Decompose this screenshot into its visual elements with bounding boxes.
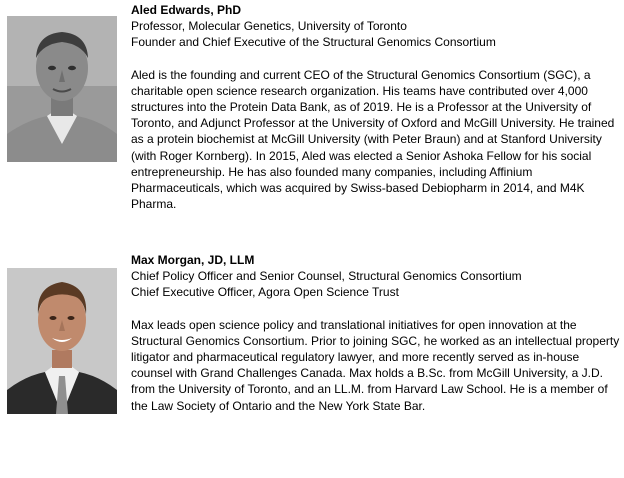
person-title-line: Chief Policy Officer and Senior Counsel, Structural Genomics Consortium: [131, 269, 522, 284]
bio-text-block: [131, 252, 621, 414]
portrait-photo-max: [7, 268, 117, 414]
bio-paragraph: Max leads open science policy and translational initiatives for open innovation at the Structural Genomics Consortium. Prior to joining SGC, he worked as an intellectual property litigator and pharmaceutical regulatory lawyer, and more recently served as in-house counsel with Grand Challenges Canada. Max holds a B.Sc. from McGill University, a J.D. from the University of Toronto, and an LL.M. from Harvard Law School. He is a member of the Law Society of Ontario and the New York State Bar.: [131, 317, 620, 413]
person-name: Aled Edwards, PhD: [131, 3, 242, 17]
portrait-photo-aled: [7, 16, 117, 162]
bio-text-block: [131, 2, 621, 212]
person-title-line: Professor, Molecular Genetics, University of Toronto: [131, 19, 407, 34]
person-title-line: Founder and Chief Executive of the Structural Genomics Consortium: [131, 35, 496, 50]
bio-paragraph: Aled is the founding and current CEO of the Structural Genomics Consortium (SGC), a charitable open science research organization. His teams have contributed over 4,000 structures into the Protein Data Bank, as of 2019. He is a Professor at the University of Toronto, and Adjunct Professor at the University of Oxford and McGill University. He trained as a protein biochemist at McGill University (with Peter Braun) and at Stanford University (with Roger Kornberg). In 2015, Aled was elected a Senior Ashoka Fellow for his social entrepreneurship. He has also founded many companies, including Affinium Pharmaceuticals, which was acquired by Swiss-based Debiopharm in 2014, and M4K Pharma.: [131, 67, 615, 212]
person-title-line: Chief Executive Officer, Agora Open Science Trust: [131, 285, 399, 300]
person-name: Max Morgan, JD, LLM: [131, 253, 255, 267]
